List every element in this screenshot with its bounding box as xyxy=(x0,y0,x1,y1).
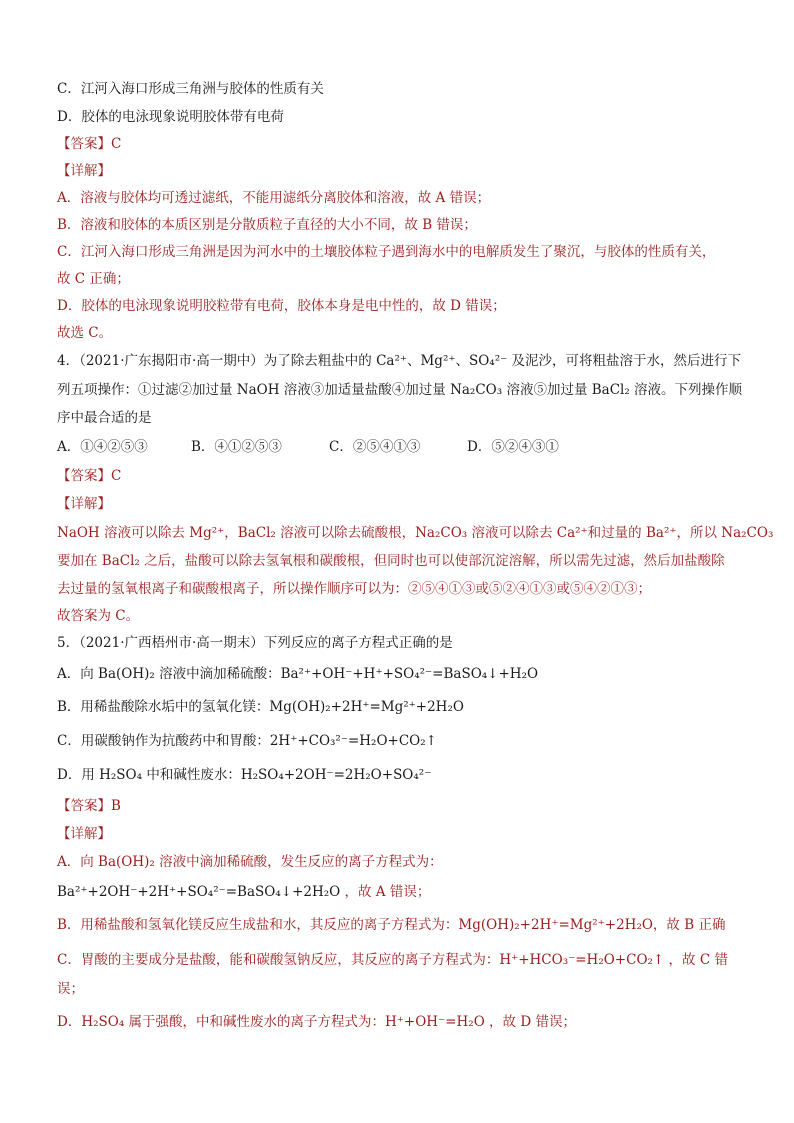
option-c: C．②⑤④①③ xyxy=(329,439,421,455)
explanation-header-q5: 【详解】 xyxy=(57,826,111,842)
explanation-header-q4: 【详解】 xyxy=(57,496,111,512)
answer-label-q5: 【答案】B xyxy=(57,798,121,814)
option-c-q5: C．用碳酸钠作为抗酸药中和胃酸：2H⁺+CO₃²⁻=H₂O+CO₂↑ xyxy=(57,733,437,749)
equation-line xyxy=(57,883,430,901)
explanation-line: 要加在 BaCl₂ 之后，盐酸可以除去氢氧根和碳酸根，但同时也可以使部沉淀溶解，所以需先过滤，然后加盐酸除 xyxy=(57,553,725,569)
question-5-stem: 5．（2021·广西梧州市·高一期末）下列反应的离子方程式正确的是 xyxy=(57,635,453,651)
explanation-line: B．溶液和胶体的本质区别是分散质粒子直径的大小不同，故 B 错误； xyxy=(57,217,477,233)
explanation-line: D．H₂SO₄ 属于强酸，中和碱性废水的离子方程式为：H⁺+OH⁻=H₂O ，故 D 错误； xyxy=(57,1014,576,1030)
explanation-conclusion: 故答案为 C。 xyxy=(57,608,140,624)
option-a-q5: A．向 Ba(OH)₂ 溶液中滴加稀硫酸：Ba²⁺+OH⁻+H⁺+SO₄²⁻=BaSO₄↓+H₂O xyxy=(57,666,539,682)
option-b: B．④①②⑤③ xyxy=(191,439,282,455)
equation-text: Ba²⁺+2OH⁻+2H⁺+SO₄²⁻=BaSO₄↓+2H₂O xyxy=(57,884,345,900)
answer-label-q3: 【答案】C xyxy=(57,136,122,152)
option-b-q5: B．用稀盐酸除水垢中的氢氧化镁：Mg(OH)₂+2H⁺=Mg²⁺+2H₂O xyxy=(57,699,464,715)
explanation-line: C．胃酸的主要成分是盐酸，能和碳酸氢钠反应，其反应的离子方程式为：H⁺+HCO₃⁻=H₂O+CO₂↑ ，故 C 错 xyxy=(57,952,728,968)
explanation-line: NaOH 溶液可以除去 Mg²⁺，BaCl₂ 溶液可以除去硫酸根，Na₂CO₃ 溶液可以除去 Ca²⁺和过量的 Ba²⁺，所以 Na₂CO₃ xyxy=(57,525,774,541)
option-d: D．⑤②④③① xyxy=(467,439,559,455)
question-4-options xyxy=(57,438,697,456)
answer-label-q4: 【答案】C xyxy=(57,468,122,484)
question-4-stem: 列五项操作：①过滤②加过量 NaOH 溶液③加适量盐酸④加过量 Na₂CO₃ 溶液⑤加过量 BaCl₂ 溶液。下列操作顺 xyxy=(57,382,743,398)
explanation-line: 故 C 正确； xyxy=(57,271,130,287)
option-c-q3: C．江河入海口形成三角洲与胶体的性质有关 xyxy=(57,81,324,97)
option-a: A．①④②⑤③ xyxy=(57,439,148,455)
explanation-line: 去过量的氢氧根离子和碳酸根离子，所以操作顺序可以为：②⑤④①③或⑤②④①③或⑤④②①③； xyxy=(57,581,651,597)
explanation-line: A．溶液与胶体均可透过滤纸，不能用滤纸分离胶体和溶液，故 A 错误； xyxy=(57,190,491,206)
explanation-line: 误； xyxy=(57,981,84,997)
equation-verdict: ，故 A 错误； xyxy=(344,884,431,900)
option-d-q3: D．胶体的电泳现象说明胶体带有电荷 xyxy=(57,109,284,125)
option-d-q5: D．用 H₂SO₄ 中和碱性废水：H₂SO₄+2OH⁻=2H₂O+SO₄²⁻ xyxy=(57,767,432,783)
question-4-stem: 序中最合适的是 xyxy=(57,410,152,426)
explanation-line: C．江河入海口形成三角洲是因为河水中的土壤胶体粒子遇到海水中的电解质发生了聚沉，与胶体的性质有关， xyxy=(57,244,716,260)
explanation-header-q3: 【详解】 xyxy=(57,163,111,179)
explanation-line: A．向 Ba(OH)₂ 溶液中滴加稀硫酸，发生反应的离子方程式为： xyxy=(57,854,443,870)
question-4-stem: 4．（2021·广东揭阳市·高一期中）为了除去粗盐中的 Ca²⁺、Mg²⁺、SO₄²⁻ 及泥沙，可将粗盐溶于水，然后进行下 xyxy=(57,353,742,369)
explanation-line: D．胶体的电泳现象说明胶粒带有电荷，胶体本身是电中性的，故 D 错误； xyxy=(57,298,506,314)
explanation-line: B．用稀盐酸和氢氧化镁反应生成盐和水，其反应的离子方程式为：Mg(OH)₂+2H⁺=Mg²⁺+2H₂O，故 B 正确 xyxy=(57,917,726,933)
explanation-conclusion: 故选 C。 xyxy=(57,325,113,341)
